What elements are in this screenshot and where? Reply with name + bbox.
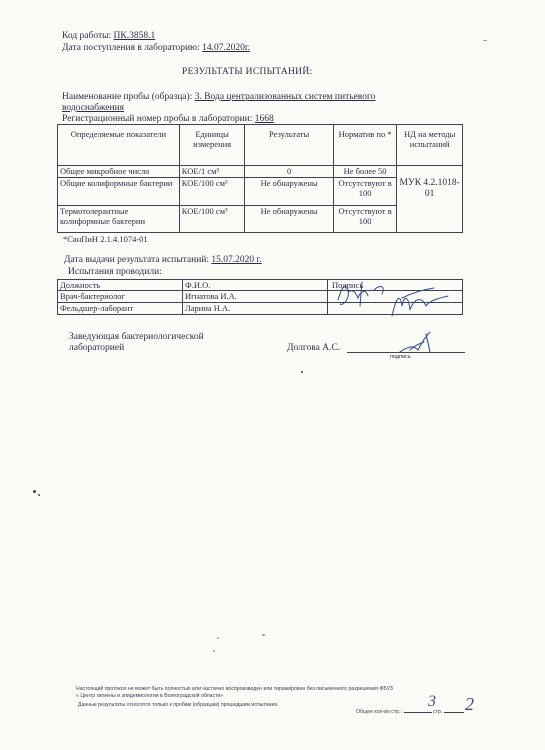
pages-total [356,709,464,715]
page-value: 2 [465,694,474,714]
head-title-line1: Заведующая бактериологической [69,332,204,342]
scan-speck [262,634,265,636]
result-cell: 0 [245,166,333,178]
scan-speck [213,650,215,652]
received-date [62,43,250,53]
reg-number [62,114,274,124]
page-label: стр. [432,709,443,715]
reg-value: 1668 [254,114,274,124]
footer-line2: « Центр гигиены и эпидемиологии в Волгоградской области» [76,693,224,699]
pages-label: Общее кол-во стр.: [356,709,403,715]
name-cell: Игнатова И.А. [183,291,328,303]
col-position: Должность [58,280,183,291]
indicator-cell: Термотолерантные колиформные бактерии [58,206,180,233]
results-table [57,124,463,233]
col-indicator: Определяемые показатели [58,125,180,166]
issue-date [64,255,262,265]
unit-cell: КОЕ/100 см³ [179,206,245,233]
job-code [62,31,155,41]
received-value: 14.07.2020г. [202,43,251,53]
sample-name-value-line2: водоснабжения [62,103,125,113]
col-result: Результаты [245,125,333,166]
col-method: НД на методы испытаний [397,125,463,166]
signature-caption: подпись [390,354,411,360]
col-unit: Единицы измерения [179,125,245,166]
scan-speck [38,494,40,496]
head-signature-icon [396,328,442,358]
sample-name [62,92,375,102]
col-norm: Норматив по * [333,125,397,166]
position-cell: Врач-бактериолог [58,291,183,303]
indicator-cell: Общие колиформные бактерии [58,178,180,206]
footer-line1: Настоящий протокол не может быть полностью или частично воспроизведен или тиражирован без письменного разрешения ФБУЗ [76,686,393,692]
norm-cell: Отсутствуют в 100 [333,178,397,206]
head-name: Долгова А.С. [287,343,341,353]
sample-name-label: Наименование пробы (образца): [62,92,193,102]
issue-label: Дата выдачи результата испытаний: [64,255,210,265]
unit-cell: КОЕ/1 см³ [179,166,245,178]
scan-speck [301,371,303,373]
staff-signatures-icon [330,276,460,328]
footnote: *СанПиН 2.1.4.1074-01 [63,234,148,244]
issue-value: 15.07.2020 г. [211,255,262,265]
scan-speck [217,637,219,639]
norm-cell: Отсутствуют в 100 [333,206,397,233]
page-title: РЕЗУЛЬТАТЫ ИСПЫТАНИЙ: [182,67,313,77]
sample-name-value: 3. Вода централизованных систем питьевого [194,92,376,102]
pages-value: 3 [428,693,436,710]
col-signature: Подпись [328,280,463,291]
conducted-label: Испытания проводили: [68,267,162,277]
job-code-value: ПК.3858.1 [113,31,156,41]
received-label: Дата поступления в лабораторию: [62,43,200,53]
scan-speck [483,40,487,41]
results-header-row [58,125,463,166]
table-row [58,166,463,178]
reg-label: Регистрационный номер пробы в лаборатории: [62,114,253,124]
job-code-label: Код работы: [62,31,112,41]
footer-line3: Данные результаты относятся только к пробам (образцам) прошедшим испытания. [78,702,279,708]
indicator-cell: Общее микробное число [58,166,180,178]
scan-speck [33,490,36,493]
result-cell: Не обнаружены [245,178,333,206]
col-name: Ф.И.О. [183,280,328,291]
result-cell: Не обнаружены [245,206,333,233]
norm-cell: Не более 50 [333,166,397,178]
method-cell: МУК 4.2.1018-01 [397,166,463,233]
name-cell: Ларина Н.А. [183,303,328,315]
position-cell: Фельдшер-лаборант [58,303,183,315]
unit-cell: КОЕ/100 см³ [179,178,245,206]
head-title-line2: лабораторией [69,343,125,353]
